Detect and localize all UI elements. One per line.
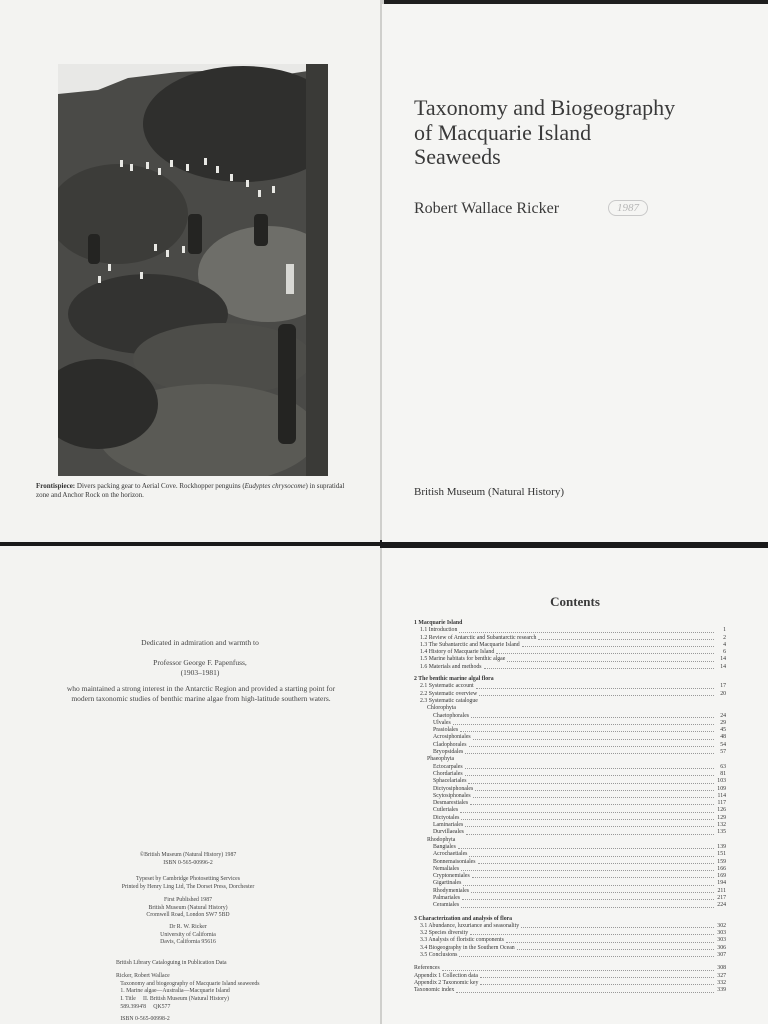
toc-entry-label: Bryopsidales [433,749,464,756]
toc-leader [475,786,714,791]
toc-page-number: 17 [720,683,726,690]
dedicatee-years: (1903–1981) [180,668,220,677]
toc-leader [453,720,714,725]
toc-leader [460,807,714,812]
toc-entry-label: 3.3 Analysis of floristic components [420,937,504,944]
frontispiece-caption: Frontispiece: Divers packing gear to Aerial Cove. Rockhopper penguins (Eudyptes chrysocome) in supratidal zone and Anchor Rock on the horizon. [36,482,345,500]
toc-entry [414,683,726,690]
toc-entry-label: Dictyotales [433,814,460,821]
toc-page-number: 63 [720,763,726,770]
toc-page-number: 24 [720,712,726,719]
toc-entry-label: Scytosiphonales [433,792,471,799]
toc-leader [456,987,714,992]
toc-entry-label: Rhodophyta [427,836,456,843]
toc-entry [414,815,726,822]
toc-entry [414,756,726,763]
toc-leader [480,980,714,985]
toc-leader [472,873,714,878]
toc-leader [461,866,714,871]
toc-leader [466,829,714,834]
toc-leader [478,859,714,864]
dedicatee-name: Professor George F. Papenfuss, [153,658,247,667]
toc-entry [414,945,726,952]
toc-entry [414,844,726,851]
toc-entry [414,734,726,741]
toc-entry-label: Phaeophyta [427,756,455,763]
toc-entry [414,987,726,994]
dedication-text: who maintained a strong interest in the Antarctic Region and provided a starting point for modern taxonomic studies of benthic marine algae from high-latitude southern waters. [66,684,336,703]
toc-entry [414,764,726,771]
toc-page-number: 224 [717,902,726,909]
toc-page-number: 339 [717,987,726,994]
toc-entry-label: Gigartinales [433,880,462,887]
toc-page-number: 14 [720,656,726,663]
toc-entry-label: 3.4 Biogeography in the Southern Ocean [420,944,515,951]
toc-entry [414,635,726,642]
toc-page-number: 211 [717,887,726,894]
toc-entry-label: 1.4 History of Macquarie Island [420,649,495,656]
title-page [382,4,768,542]
toc-entry [414,880,726,887]
printer-block: Typeset by Cambridge Photosetting Services Printed by Henry Ling Ltd, The Dorset Press, Dorchester [121,876,255,890]
toc-entry-label: Appendix 2 Taxonomic key [414,979,479,986]
toc-entry [414,851,726,858]
copyright-block: ©British Museum (Natural History) 1987 ISBN 0-565-00996-2 [139,852,237,866]
author-address-block: Dr R. W. Ricker University of California Davis, California 95616 [160,924,216,946]
toc-entry-label: Dictyosiphonales [433,785,474,792]
toc-entry-label: 2 The benthic marine algal flora [414,676,494,683]
toc-entry [414,705,726,712]
toc-entry [414,627,726,634]
toc-entry-label: Ectocarpales [433,763,463,770]
toc-entry [414,749,726,756]
toc-entry-label: 1.3 The Subantarctic and Macquarie Island [420,641,520,648]
toc-leader [538,635,714,640]
toc-leader [459,952,714,957]
toc-entry [414,866,726,873]
toc-leader [442,965,714,970]
contents-page [382,548,768,1024]
toc-entry-label: 2.1 Systematic account [420,683,474,690]
toc-entry [414,859,726,866]
toc-page-number: 29 [720,719,726,726]
toc-entry-label: Durvillaeales [433,829,464,836]
toc-entry-label: 2.2 Systematic overview [420,690,478,697]
toc-leader [484,664,715,669]
toc-entry-label: 2.3 Systematic catalogue [420,697,478,704]
author-name: Robert Wallace Ricker [414,200,560,217]
toc-leader [506,937,714,942]
toc-page-number: 81 [720,770,726,777]
toc-leader [473,793,714,798]
toc-leader [480,973,714,978]
toc-page-number: 327 [717,972,726,979]
toc-leader [460,727,714,732]
toc-entry [414,727,726,734]
toc-entry-label: 1.1 Introduction [420,627,458,634]
toc-leader [463,880,714,885]
toc-entry [414,742,726,749]
cip-header: British Library Cataloguing in Publication Data [116,960,227,966]
toc-leader [461,815,714,820]
toc-leader [461,902,714,907]
toc-entry-label: 1.6 Materials and methods [420,663,482,670]
toc-entry-label: 3.5 Conclusions [420,952,458,959]
toc-leader [459,627,714,632]
toc-page-number: 20 [720,690,726,697]
toc-page-number: 114 [717,792,726,799]
toc-leader [521,923,714,928]
table-of-contents [414,620,726,995]
toc-entry [414,713,726,720]
dedication-line: Dedicated in admiration and warmth to [141,638,259,647]
toc-leader [507,656,714,661]
toc-leader [470,800,714,805]
toc-entry-label: Laminariales [433,822,464,829]
toc-entry-label: Chaetophorales [433,712,470,719]
frontispiece-photo [58,64,328,476]
toc-leader [468,778,714,783]
toc-entry [414,916,726,923]
toc-leader [469,742,715,747]
toc-page-number: 129 [717,814,726,821]
toc-page-number: 306 [717,944,726,951]
toc-entry [414,778,726,785]
toc-entry [414,664,726,671]
toc-entry-label: Bonnemaisoniales [433,858,476,865]
toc-entry [414,873,726,880]
book-title: Taxonomy and Biogeography of Macquarie Island Seaweeds [414,95,676,170]
toc-page-number: 194 [717,880,726,887]
pencil-note: 1987 [608,200,648,216]
toc-entry [414,923,726,930]
toc-leader [476,683,714,688]
toc-entry-label: Taxonomic index [414,987,455,994]
toc-entry [414,786,726,793]
toc-page-number: 332 [717,979,726,986]
toc-entry [414,822,726,829]
cip-block: Ricker, Robert Wallace Taxonomy and biogeography of Macquarie Island seaweeds 1. Marine algae—Australia—Macquarie Island I. Title II. British Museum (Natural History) 589.3994'8 QK577 ISBN 0-565-00998-2 [116,973,260,1023]
toc-entry-label: Bangiales [433,843,456,850]
toc-page-number: 302 [717,922,726,929]
toc-page-number: 54 [720,741,726,748]
toc-entry [414,807,726,814]
toc-entry [414,965,726,972]
toc-entry-label: Sphacelariales [433,778,467,785]
toc-entry-label: Palmariales [433,894,461,901]
toc-entry [414,973,726,980]
toc-leader [469,851,714,856]
toc-entry [414,620,726,627]
toc-page-number: 169 [717,873,726,880]
toc-page-number: 139 [717,843,726,850]
toc-entry-label: 3.1 Abundance, luxuriance and seasonality [420,922,520,929]
toc-entry [414,980,726,987]
toc-page-number: 1 [723,627,726,634]
toc-entry-label: Appendix 1 Collection data [414,972,478,979]
frontispiece-page [0,0,380,542]
toc-leader [479,691,714,696]
publication-block: First Published 1987 British Museum (Natural History) Cromwell Road, London SW7 5BD [146,897,230,919]
toc-page-number: 217 [717,894,726,901]
toc-entry-label: Acrochaetiales [433,851,468,858]
toc-entry-label: Desmarestiales [433,800,469,807]
toc-page-number: 4 [723,641,726,648]
toc-leader [473,734,714,739]
toc-entry-label: 3.2 Species diversity [420,930,469,937]
toc-page-number: 166 [717,865,726,872]
toc-entry [414,937,726,944]
toc-entry-label: Rhodymeniales [433,887,470,894]
toc-page-number: 126 [717,807,726,814]
toc-leader [471,888,714,893]
toc-page-number: 14 [720,663,726,670]
toc-entry-label: 1.5 Marine habitats for benthic algae [420,656,506,663]
toc-entry-label: Cladophorales [433,741,467,748]
toc-leader [471,713,714,718]
toc-leader [470,930,714,935]
toc-entry [414,837,726,844]
toc-page-number: 151 [717,851,726,858]
toc-entry [414,793,726,800]
toc-leader [462,895,714,900]
toc-leader [465,764,714,769]
toc-entry [414,888,726,895]
toc-entry-label: 3 Characterization and analysis of flora [414,915,513,922]
toc-entry [414,698,726,705]
toc-entry-label: Cryptonemiales [433,873,470,880]
dedication-page [0,546,380,1024]
toc-leader [458,844,714,849]
toc-entry-label: References [414,965,440,972]
toc-page-number: 303 [717,937,726,944]
toc-entry-label: Prasiolales [433,727,459,734]
toc-entry [414,902,726,909]
toc-entry [414,952,726,959]
toc-leader [465,771,714,776]
toc-entry-label: Chordariales [433,770,463,777]
toc-entry [414,895,726,902]
toc-page-number: 45 [720,727,726,734]
toc-page-number: 135 [717,829,726,836]
publisher-name: British Museum (Natural History) [414,486,565,498]
toc-page-number: 159 [717,858,726,865]
toc-page-number: 308 [717,965,726,972]
toc-leader [517,945,714,950]
toc-page-number: 307 [717,952,726,959]
toc-entry [414,800,726,807]
toc-page-number: 109 [717,785,726,792]
toc-entry-label: Cutleriales [433,807,459,814]
toc-entry [414,771,726,778]
toc-entry [414,720,726,727]
toc-page-number: 48 [720,734,726,741]
toc-page-number: 57 [720,749,726,756]
contents-title: Contents [550,594,600,609]
toc-entry [414,829,726,836]
toc-entry [414,691,726,698]
toc-entry-label: Ceramiales [433,902,460,909]
toc-page-number: 2 [723,634,726,641]
toc-leader [496,649,714,654]
toc-entry-label: 1 Macquarie Island [414,620,463,626]
toc-leader [465,749,714,754]
toc-leader [522,642,714,647]
toc-entry-label: Ulvales [433,719,451,726]
toc-entry-label: Acrosiphoniales [433,734,471,741]
toc-entry-label: Nemaliales [433,865,460,872]
toc-page-number: 303 [717,930,726,937]
toc-entry [414,676,726,683]
toc-page-number: 132 [717,822,726,829]
toc-entry-label: 1.2 Review of Antarctic and Subantarctic research [420,634,537,641]
toc-page-number: 117 [717,800,726,807]
toc-page-number: 6 [723,649,726,656]
toc-entry-label: Chlorophyta [427,705,456,712]
toc-leader [465,822,714,827]
toc-entry [414,656,726,663]
toc-page-number: 103 [717,778,726,785]
